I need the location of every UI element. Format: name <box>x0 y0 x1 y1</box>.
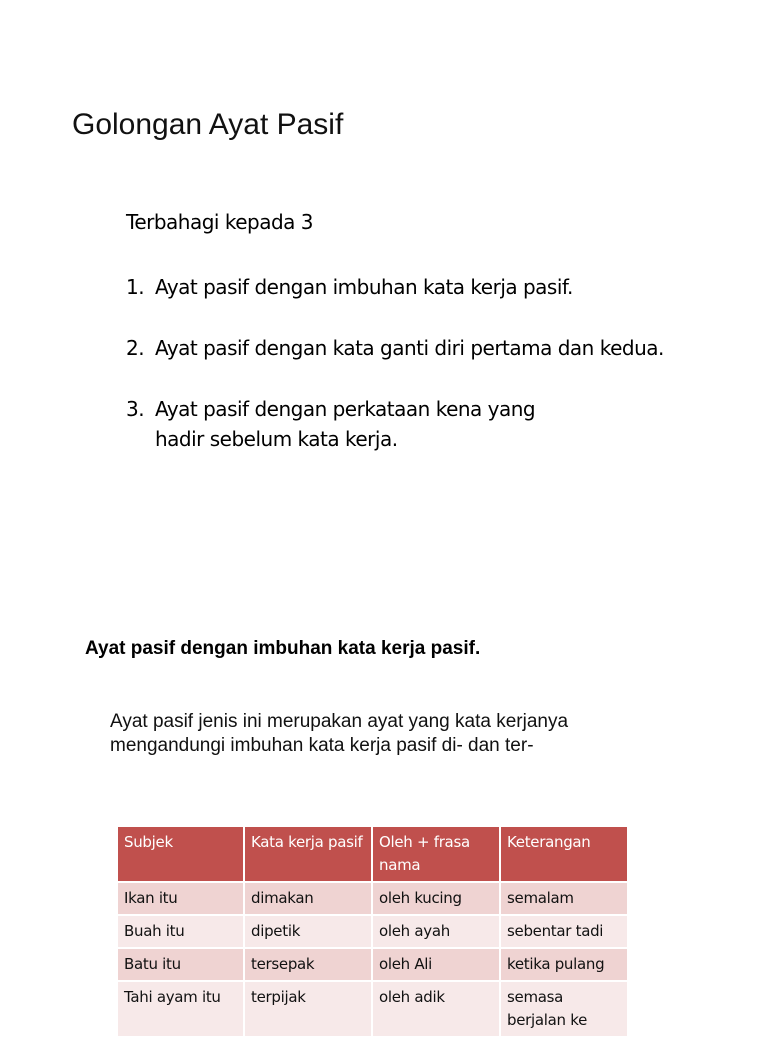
table-cell: sebentar tadi <box>500 915 628 948</box>
slide-imbuhan-kata-kerja-pasif <box>0 560 768 1029</box>
table-cell: oleh kucing <box>372 882 500 915</box>
intro-text: Terbahagi kepada 3 <box>126 210 313 234</box>
table-cell: semalam <box>500 882 628 915</box>
table-row <box>117 948 628 981</box>
list-item <box>126 272 726 302</box>
column-header-kata-kerja-pasif: Kata kerja pasif <box>244 826 372 882</box>
table-cell: Ikan itu <box>117 882 244 915</box>
table-row <box>117 882 628 915</box>
description-text: Ayat pasif jenis ini merupakan ayat yang kata kerjanya mengandungi imbuhan kata kerja pasif di- dan ter- <box>110 711 569 756</box>
table-cell: oleh ayah <box>372 915 500 948</box>
example-table <box>116 825 629 1038</box>
table-header-row <box>117 826 628 882</box>
table-cell: ketika pulang <box>500 948 628 981</box>
table-cell: tersepak <box>244 948 372 981</box>
list-number: 1. <box>126 275 145 299</box>
column-header-subjek: Subjek <box>117 826 244 882</box>
table-cell: Buah itu <box>117 915 244 948</box>
list-item <box>126 333 726 363</box>
section-heading: Ayat pasif dengan imbuhan kata kerja pasif. <box>85 638 481 659</box>
column-header-keterangan: Keterangan <box>500 826 628 882</box>
list-text: Ayat pasif dengan imbuhan kata kerja pasif. <box>155 275 573 299</box>
table-cell: Batu itu <box>117 948 244 981</box>
column-header-oleh-frasa-nama: Oleh + frasa nama <box>372 826 500 882</box>
category-list <box>126 272 726 485</box>
table-cell: terpijak <box>244 981 372 1037</box>
table-cell: Tahi ayam itu <box>117 981 244 1037</box>
list-number: 2. <box>126 336 145 360</box>
table-cell: semasa berjalan ke <box>500 981 628 1037</box>
list-text: Ayat pasif dengan kata ganti diri pertama dan kedua. <box>155 336 664 360</box>
table-cell: oleh adik <box>372 981 500 1037</box>
table-cell: dimakan <box>244 882 372 915</box>
table-cell: oleh Ali <box>372 948 500 981</box>
table-row <box>117 915 628 948</box>
list-item <box>126 394 726 454</box>
slide-title: Golongan Ayat Pasif <box>72 108 344 141</box>
table-cell: dipetik <box>244 915 372 948</box>
list-text: Ayat pasif dengan perkataan kena yang hadir sebelum kata kerja. <box>155 397 536 451</box>
list-number: 3. <box>126 397 145 421</box>
table-row <box>117 981 628 1037</box>
